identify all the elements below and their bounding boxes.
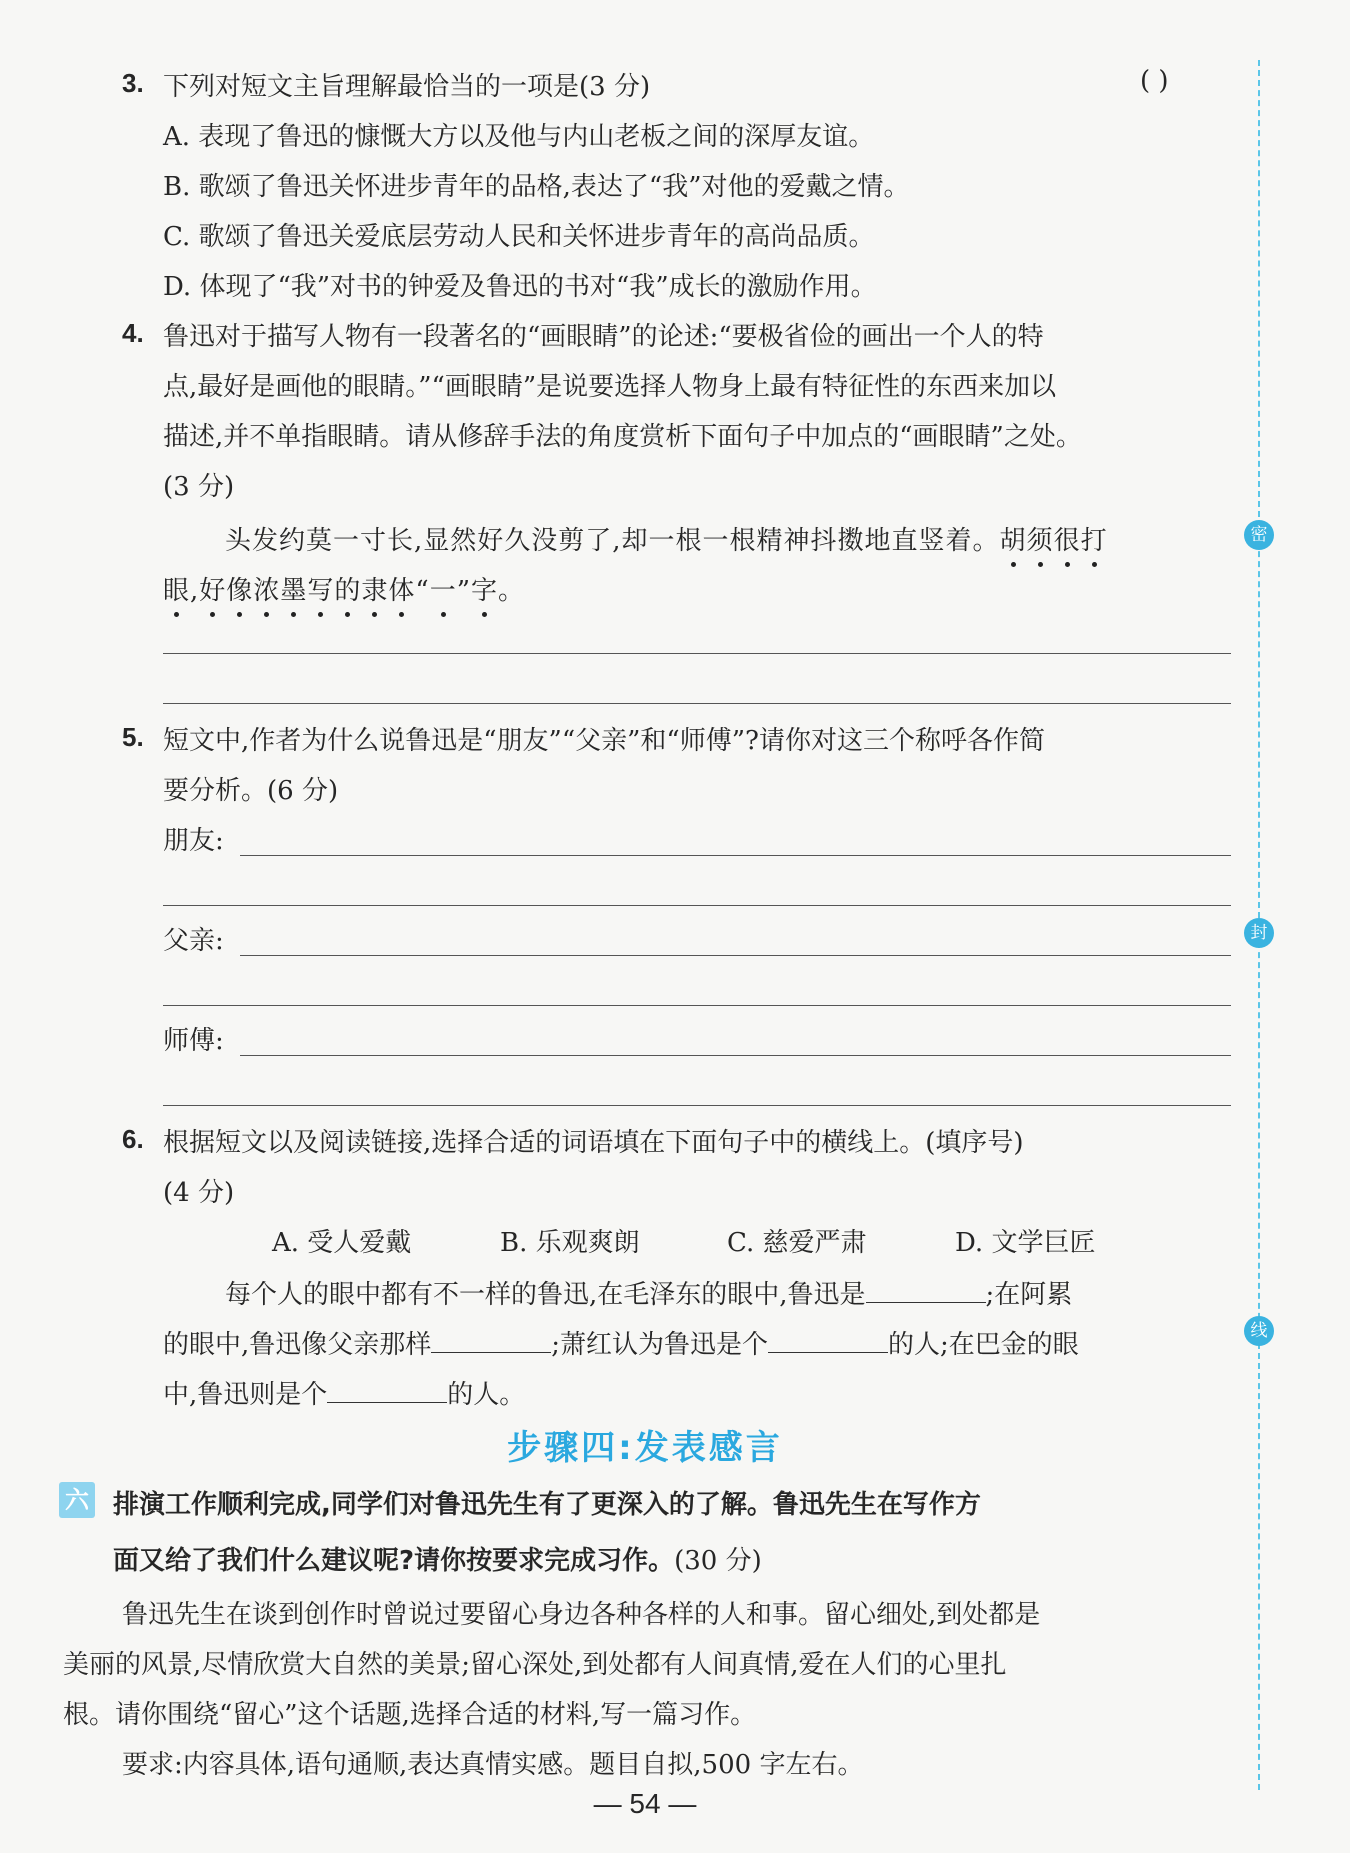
six-body-line-1: 鲁迅先生在谈到创作时曾说过要留心身边各种各样的人和事。留心细处,到处都是 [122,1600,1041,1630]
q4-line-3: 描述,并不单指眼睛。请从修辞手法的角度赏析下面句子中加点的“画眼睛”之处。 [163,422,1082,452]
q4-quote-line-2 [163,570,525,607]
seal-mark-feng: 封 [1244,918,1274,948]
q4-line-1: 鲁迅对于描写人物有一段著名的“画眼睛”的论述:“要极省俭的画出一个人的特 [163,322,1044,352]
q5-line-1: 短文中,作者为什么说鲁迅是“朋友”“父亲”和“师傅”?请你对这三个称呼各作简 [163,726,1045,756]
q3-stem: 下列对短文主旨理解最恰当的一项是(3 分) [163,72,651,102]
section-six-badge: 六 [59,1482,95,1518]
q6-line-1: 根据短文以及阅读链接,选择合适的词语填在下面句子中的横线上。(填序号) [163,1128,1024,1158]
q4-line-2: 点,最好是画他的眼睛。”“画眼睛”是说要选择人物身上最有特征性的东西来加以 [163,372,1057,402]
q6-s1a: 每个人的眼中都有不一样的鲁迅,在毛泽东的眼中,鲁迅是 [225,1280,866,1310]
q6-number: 6. [122,1124,144,1154]
emphasis-char: 像 [226,570,253,607]
emphasis-char: 墨 [280,570,307,607]
q6-sentence-line-2 [163,1324,1079,1361]
q6-option-a: A. 受人爱戴 [272,1228,412,1258]
q4-quote-plain: 头发约莫一寸长,显然好久没剪了,却一根一根精神抖擞地直竖着。 [225,526,1000,556]
q6-sentence-line-1 [225,1274,1072,1311]
six-body-line-3: 根。请你围绕“留心”这个话题,选择合适的材料,写一篇习作。 [63,1700,757,1730]
q5-label-teacher: 师傅: [163,1026,224,1056]
q6-sentence-line-3 [163,1374,525,1411]
emphasis-char: “ [415,576,430,606]
q5-father-line-1[interactable] [240,955,1231,956]
q4-quote-dotted-1 [1000,526,1108,556]
q6-blank-2[interactable] [431,1328,551,1353]
emphasis-char: 隶 [361,570,388,607]
emphasis-char: 一 [430,570,457,607]
step-title: 步骤四:发表感言 [507,1428,783,1468]
q4-quote-end: 。 [498,576,526,606]
q6-s2b: ;萧红认为鲁迅是个 [551,1330,769,1360]
q6-option-b: B. 乐观爽朗 [500,1228,640,1258]
q6-s3a: 中,鲁迅则是个 [163,1380,328,1410]
emphasis-char: 须 [1027,520,1054,557]
q6-blank-3[interactable] [768,1328,888,1353]
q5-label-friend: 朋友: [163,826,224,856]
q4-quote-dotted-2 [163,576,498,606]
six-body-line-2: 美丽的风景,尽情欣赏大自然的美景;留心深处,到处都有人间真情,爱在人们的心里扎 [63,1650,1007,1680]
q4-line-4: (3 分) [163,472,235,502]
emphasis-char: , [190,576,200,606]
q6-blank-1[interactable] [866,1278,986,1303]
emphasis-char: ” [456,576,472,606]
q6-option-c: C. 慈爱严肃 [727,1228,867,1258]
emphasis-char: 眼 [163,570,190,607]
six-prompt-line-2-text: 面又给了我们什么建议呢?请你按要求完成习作。 [113,1546,675,1576]
q5-number: 5. [122,722,144,752]
emphasis-char: 好 [199,570,226,607]
six-prompt-line-1: 排演工作顺利完成,同学们对鲁迅先生有了更深入的了解。鲁迅先生在写作方 [113,1490,981,1520]
page-number: — 54 — [593,1788,697,1819]
q3-option-c: C. 歌颂了鲁迅关爱底层劳动人民和关怀进步青年的高尚品质。 [163,222,875,252]
seal-mark-mi: 密 [1244,520,1274,550]
q3-option-a: A. 表现了鲁迅的慷慨大方以及他与内山老板之间的深厚友谊。 [163,122,875,152]
q6-option-d: D. 文学巨匠 [955,1228,1096,1258]
emphasis-char: 的 [334,570,361,607]
emphasis-char: 打 [1081,520,1108,557]
q5-friend-line-1[interactable] [240,855,1231,856]
emphasis-char: 浓 [253,570,280,607]
q3-option-b: B. 歌颂了鲁迅关怀进步青年的品格,表达了“我”对他的爱戴之情。 [163,172,910,202]
emphasis-char: 字 [471,570,498,607]
q5-teacher-line-2[interactable] [163,1105,1231,1106]
q4-answer-line-1[interactable] [163,653,1231,654]
emphasis-char: 很 [1054,520,1081,557]
q6-blank-4[interactable] [327,1378,447,1403]
six-requirement: 要求:内容具体,语句通顺,表达真情实感。题目自拟,500 字左右。 [122,1750,864,1780]
q6-s1b: ;在阿累 [985,1280,1073,1310]
q4-quote-line-1 [225,520,1108,557]
q6-line-2: (4 分) [163,1178,235,1208]
q6-s2a: 的眼中,鲁迅像父亲那样 [163,1330,432,1360]
emphasis-char: 体 [388,570,415,607]
q5-line-2: 要分析。(6 分) [163,776,339,806]
q3-option-d: D. 体现了“我”对书的钟爱及鲁迅的书对“我”成长的激励作用。 [163,272,877,302]
q5-father-line-2[interactable] [163,1005,1231,1006]
q3-answer-paren[interactable]: ( ) [1140,66,1169,96]
emphasis-char: 胡 [1000,520,1027,557]
q5-teacher-line-1[interactable] [240,1055,1231,1056]
q6-s2c: 的人;在巴金的眼 [888,1330,1079,1360]
emphasis-char: 写 [307,570,334,607]
q4-answer-line-2[interactable] [163,703,1231,704]
seal-mark-xian: 线 [1244,1316,1274,1346]
q4-number: 4. [122,318,144,348]
six-score: (30 分) [674,1546,762,1576]
q6-s3b: 的人。 [447,1380,526,1410]
q5-label-father: 父亲: [163,926,224,956]
six-prompt-line-2 [113,1540,762,1577]
q5-friend-line-2[interactable] [163,905,1231,906]
q3-number: 3. [122,68,144,98]
